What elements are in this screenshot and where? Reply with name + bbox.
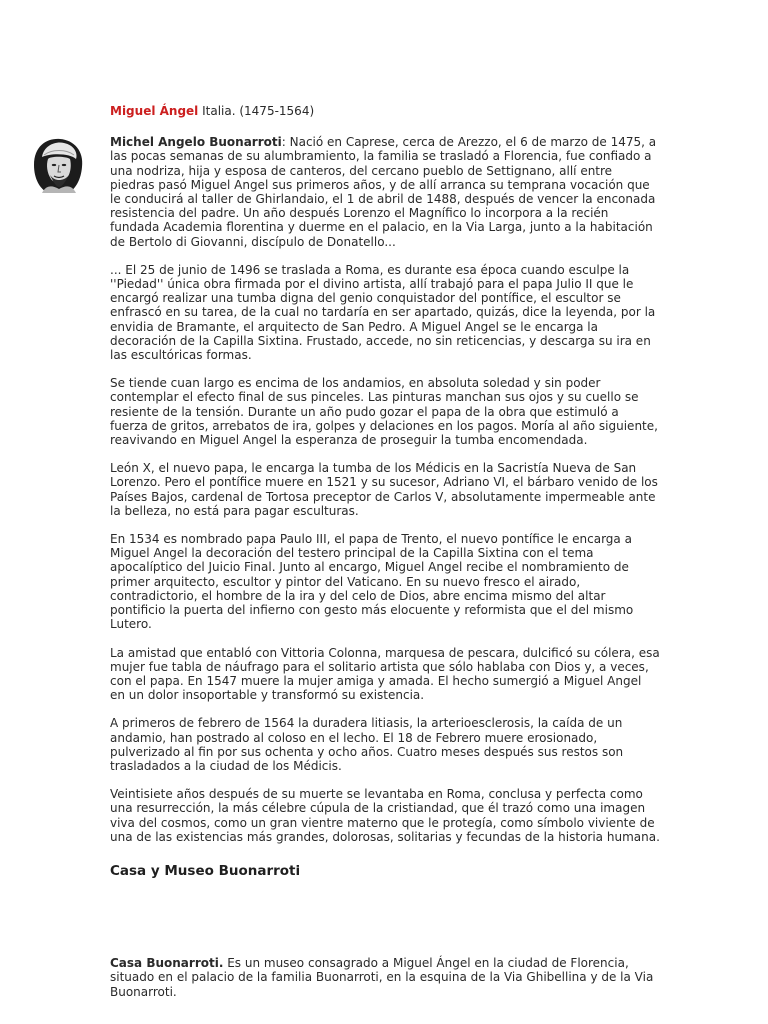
museum-paragraph-text: Es un museo consagrado a Miguel Ángel en la ciudad de Florencia, situado en el palacio de la familia Buonarroti, en la esquina de la Via Ghibellina y de la Via Buonarroti. — [110, 956, 654, 999]
bio-paragraph-2: ... El 25 de junio de 1496 se traslada a Roma, es durante esa época cuando esculpe la ''Piedad'' única obra firmada por el divino artista, allí trabajó para el papa Julio II que le encargó realizar una tumba digna del genio conquistador del pontífice, el escultor se enfrascó en su tarea, de la cual no tardaría en ser apartado, quizás, dice la leyenda, por la envidia de Bramante, el arquitecto de San Pedro. A Miguel Angel se le encarga la decoración de la Capilla Sixtina. Frustado, accede, no sin reticencias, y descarga su ira en las escultóricas formas. — [110, 262, 656, 363]
spacer — [110, 878, 660, 956]
document-body — [110, 104, 660, 1013]
bio-paragraph-4: León X, el nuevo papa, le encarga la tumba de los Médicis en la Sacristía Nueva de San Lorenzo. Pero el pontífice muere en 1521 y su sucesor, Adriano VI, el bárbaro venido de los Países Bajos, cardenal de Tortosa preceptor de Carlos V, absolutamente impermeable ante la belleza, no está para pagar esculturas. — [110, 461, 658, 518]
artist-name: Miguel Ángel — [110, 104, 199, 118]
museum-lead-name: Casa Buonarroti. — [110, 956, 224, 971]
section-title: Casa y Museo Buonarroti — [110, 862, 301, 879]
bio-paragraph-3: Se tiende cuan largo es encima de los andamios, en absoluta soledad y sin poder contemplar el efecto final de sus pinceles. Las pinturas manchan sus ojos y su cuello se resiente de la tensión. Durante un año pudo gozar el papa de la obra que estimuló a fuerza de gritos, arrebatos de ira, golpes y delaciones en los pagos. Moría al año siguiente, reavivando en Miguel Angel la esperanza de proseguir la tumba encomendada. — [110, 376, 658, 448]
bio-paragraph-1 — [110, 135, 660, 249]
bio-paragraph-5: En 1534 es nombrado papa Paulo III, el papa de Trento, el nuevo pontífice le encarga a Miguel Angel la decoración del testero principal de la Capilla Sixtina con el tema apocalíptico del Juicio Final. Junto al encargo, Miguel Angel recibe el nombramiento de primer arquitecto, escultor y pintor del Vaticano. En su nuevo fresco el airado, contradictorio, el hombre de la ira y del celo de Dios, abre encima mismo del altar pontificio la puerta del infierno con gesto más elocuente y reformista que el del mismo Lutero. — [110, 532, 634, 632]
bio-paragraph-6: La amistad que entabló con Vittoria Colonna, marquesa de pescara, dulcificó su cólera, esa mujer fue tabla de náufrago para el solitario artista que sólo hablaba con Dios y, a veces, con el papa. En 1547 muere la mujer amiga y amada. El hecho sumergió a Miguel Angel en un dolor insoportable y transformó su existencia. — [110, 645, 660, 703]
bio-lead-name: Michel Angelo Buonarroti — [110, 135, 282, 150]
bio-paragraph-8: Veintisiete años después de su muerte se levantaba en Roma, conclusa y perfecta como una resurrección, la más célebre cúpula de la cristiandad, que él trazó como una imagen viva del cosmos, como un gran vientre materno que le protegía, como símbolo viviente de una de las existencias más grandes, dolorosas, solitarias y fecundas de la historia humana. — [110, 787, 660, 844]
museum-paragraph — [110, 956, 660, 999]
portrait-image — [28, 135, 88, 195]
artist-country-dates: Italia. (1475-1564) — [198, 104, 315, 118]
bio-heading — [110, 104, 660, 118]
bio-paragraph-7: A primeros de febrero de 1564 la duradera litiasis, la arterioesclerosis, la caída de un andamio, han postrado al coloso en el lecho. El 18 de Febrero muere erosionado, pulverizado al fin por sus ochenta y ocho años. Cuatro meses después sus restos son trasladados a la ciudad de los Médicis. — [110, 716, 624, 773]
bio-paragraph-1-text: : Nació en Caprese, cerca de Arezzo, el 6 de marzo de 1475, a las pocas semanas de su alumbramiento, la familia se trasladó a Florencia, fue confiado a una nodriza, hija y esposa de canteros, del cercano pueblo de Settignano, allí entre piedras pasó Miguel Angel sus primeros años, y de allí arranca su temprana vocación que le conducirá al taller de Ghirlandaio, el 1 de abril de 1488, después de vencer la enconada resistencia del padre. Un año después Lorenzo el Magnífico lo incorpora a la recién fundada Academia florentina y duerme en el palacio, en la Via Larga, junto a la habitación de Bertolo di Giovanni, discípulo de Donatello... — [110, 135, 657, 249]
